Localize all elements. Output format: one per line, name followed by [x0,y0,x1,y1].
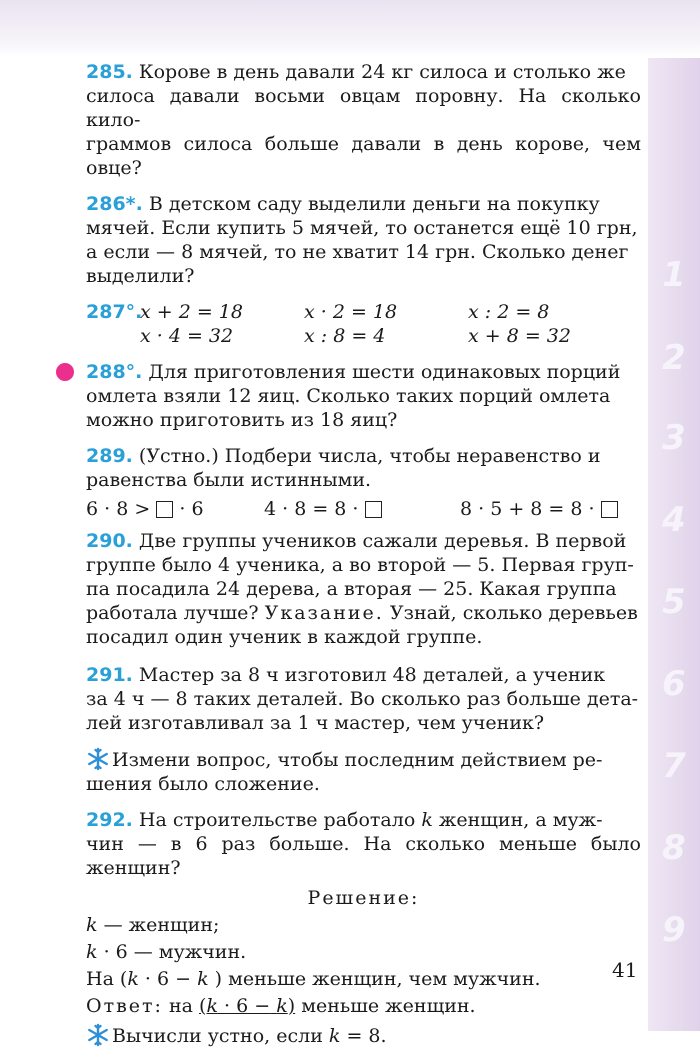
hint-label: Указание. [264,602,384,624]
answer-box[interactable] [365,501,382,518]
task-number: 291. [86,664,133,686]
text-line: па посадила 24 дерева, а вторая — 25. Какая группа [86,578,617,600]
equation: x + 8 = 32 [468,325,571,347]
text-line: равенства были истинными. [86,469,372,491]
text-line: омлета взяли 12 яиц. Сколько таких порций омлета [86,385,611,407]
text-part: · 6 − [144,968,192,990]
sidebar-number: 4 [662,500,686,540]
snowflake-icon [86,747,110,771]
task-288 [86,360,641,432]
solution-block [86,886,641,1018]
answer-label: Ответ: [86,995,163,1017]
task-292 [86,808,641,880]
snowflake-icon [86,1023,110,1047]
inequality-right: · 6 [179,498,204,520]
text-part: Вычисли устно, если [112,1025,323,1047]
top-band [0,0,700,58]
variable: k [276,995,288,1017]
text-line: На строительстве работало [138,809,416,831]
sidebar-number: 2 [662,338,686,378]
variable: k [86,941,98,963]
text-line: мячей. Если купить 5 мячей, то останется ещё 10 грн, [86,217,638,239]
text-line: — женщин; [103,914,220,936]
sidebar-number: 9 [662,910,686,950]
task-number: 290. [86,530,133,552]
text-part: На ( [86,968,128,990]
inequality-row [86,497,641,521]
page-number: 41 [612,958,638,982]
page-content [86,60,641,1048]
answer-box[interactable] [601,501,618,518]
sidebar-number: 5 [662,582,686,622]
task-number: 292. [86,809,133,831]
text-line: можно приготовить из 18 яиц? [86,409,398,431]
variable: k [206,995,218,1017]
text-line: выделили? [86,265,195,287]
sidebar-number: 6 [662,664,686,704]
task-number: 287°. [86,301,143,323]
solution-heading: Решение: [307,887,420,909]
text-part: на [169,995,193,1017]
task-number: 289. [86,445,133,467]
text-part: = 8. [346,1025,387,1047]
variable: k [127,968,139,990]
text-line: Две группы учеников сажали деревья. В первой [138,530,627,552]
task-number: 288°. [86,361,143,383]
answer-expression: (k · 6 − k) [199,995,296,1017]
equation: x : 2 = 8 [468,301,550,323]
text-line: а если — 8 мячей, то не хватит 14 грн. Сколько денег [86,241,629,263]
equation: x + 2 = 18 [140,301,243,323]
chapter-sidebar [648,58,700,1031]
text-line: лей изготавливал за 1 ч мастер, чем ученик? [86,712,545,734]
text-line: Для приготовления шести одинаковых порций [148,361,621,383]
marker-dot [56,363,74,381]
sidebar-number: 3 [662,418,686,458]
text-line: за 4 ч — 8 таких деталей. Во сколько раз больше дета- [86,688,639,710]
answer-box[interactable] [156,501,173,518]
text-part: · 6 − [224,995,271,1017]
text-line: работала лучше? [86,602,259,624]
inequality-left: 6 · 8 > [86,498,151,520]
variable: k [421,809,433,831]
equality-2: 4 · 8 = 8 · [264,498,359,520]
text-line: граммов силоса больше давали в день корове, чем овце? [86,133,641,179]
task-289 [86,444,641,521]
text-line: В детском саду выделили деньги на покупку [148,193,600,215]
task-number: 286*. [86,193,143,215]
sidebar-number: 8 [662,828,686,868]
text-line: женщин, а муж- [438,809,603,831]
text-line: Измени вопрос, чтобы последним действием ре- [112,749,603,771]
variable: k [197,968,209,990]
text-line: Мастер за 8 ч изготовил 48 деталей, а ученик [138,664,606,686]
text-line: чин — в 6 раз больше. На сколько меньше было женщин? [86,833,641,879]
text-line: шения было сложение. [86,773,320,795]
equation: x · 2 = 18 [304,301,398,323]
extra-task-291 [86,747,641,796]
task-290 [86,529,641,649]
text-part: ) меньше женщин, чем мужчин. [214,968,541,990]
task-291 [86,663,641,735]
task-number: 285. [86,61,133,83]
text-part: меньше женщин. [301,995,476,1017]
task-285 [86,60,641,180]
extra-task-292 [86,1023,641,1048]
text-line: группе было 4 ученика, а во второй — 5. Первая груп- [86,554,634,576]
variable: k [328,1025,341,1047]
text-line: силоса давали восьми овцам поровну. На сколько кило- [86,85,641,131]
variable: k [86,914,98,936]
sidebar-number: 7 [662,746,686,786]
equality-3: 8 · 5 + 8 = 8 · [460,498,595,520]
text-line: · 6 — мужчин. [103,941,247,963]
hint-text: Узнай, сколько деревьев [389,602,638,624]
text-line: (Устно.) Подбери числа, чтобы неравенство и [138,445,601,467]
task-286 [86,192,641,288]
text-line: посадил один ученик в каждой группе. [86,626,483,648]
task-287 [86,300,641,348]
sidebar-number: 1 [662,255,686,295]
equation: x · 4 = 32 [140,325,234,347]
equation: x : 8 = 4 [304,325,386,347]
text-line: Корове в день давали 24 кг силоса и столько же [138,61,626,83]
